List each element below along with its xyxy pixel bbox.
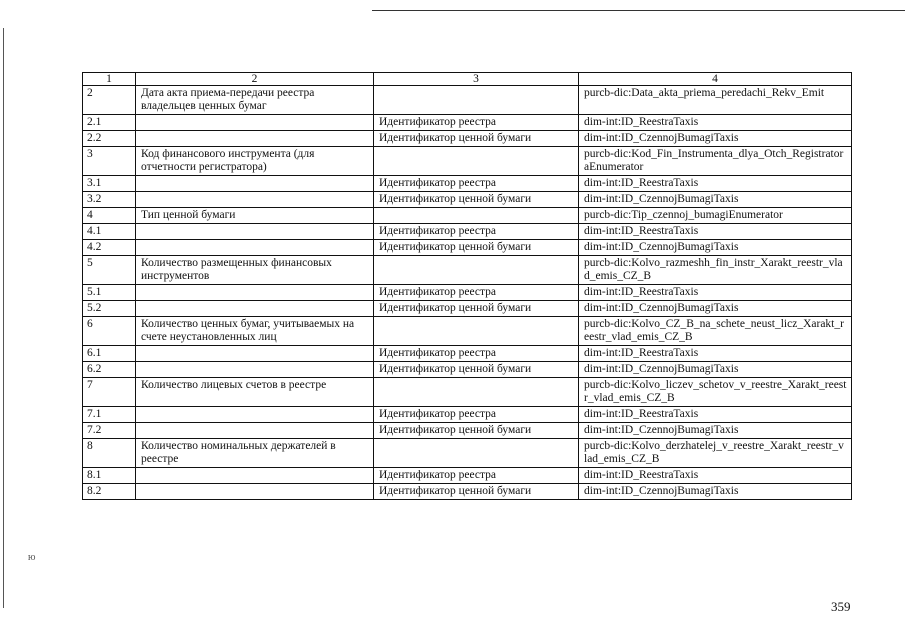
row-number-cell: 2 [83, 86, 136, 115]
dimension-cell: Идентификатор ценной бумаги [374, 423, 579, 439]
table-row [83, 346, 852, 362]
dimension-cell: Идентификатор реестра [374, 407, 579, 423]
table-row [83, 240, 852, 256]
table-body [83, 86, 852, 500]
description-cell [136, 285, 374, 301]
description-cell [136, 423, 374, 439]
header-cell-2: 2 [136, 73, 374, 86]
row-number-cell: 7.2 [83, 423, 136, 439]
identifier-cell: dim-int:ID_ReestraTaxis [579, 468, 852, 484]
dimension-cell [374, 439, 579, 468]
identifier-cell: dim-int:ID_CzennojBumagiTaxis [579, 362, 852, 378]
table-row [83, 484, 852, 500]
row-number-cell: 7 [83, 378, 136, 407]
taxonomy-table [82, 72, 852, 500]
dimension-cell: Идентификатор реестра [374, 115, 579, 131]
row-number-cell: 8.2 [83, 484, 136, 500]
dimension-cell: Идентификатор реестра [374, 468, 579, 484]
dimension-cell: Идентификатор ценной бумаги [374, 484, 579, 500]
identifier-cell: dim-int:ID_CzennojBumagiTaxis [579, 240, 852, 256]
description-cell [136, 131, 374, 147]
table-row [83, 285, 852, 301]
dimension-cell [374, 378, 579, 407]
identifier-cell: dim-int:ID_CzennojBumagiTaxis [579, 301, 852, 317]
scan-left-edge [3, 28, 4, 608]
dimension-cell: Идентификатор ценной бумаги [374, 240, 579, 256]
table-row [83, 224, 852, 240]
dimension-cell [374, 147, 579, 176]
table-row [83, 468, 852, 484]
description-cell: Код финансового инструмента (для отчетности регистратора) [136, 147, 374, 176]
row-number-cell: 2.2 [83, 131, 136, 147]
description-cell [136, 115, 374, 131]
row-number-cell: 6 [83, 317, 136, 346]
table-row [83, 131, 852, 147]
description-cell: Количество номинальных держателей в реестре [136, 439, 374, 468]
identifier-cell: dim-int:ID_CzennojBumagiTaxis [579, 484, 852, 500]
row-number-cell: 3.2 [83, 192, 136, 208]
dimension-cell: Идентификатор реестра [374, 346, 579, 362]
identifier-cell: purcb-dic:Kolvo_liczev_schetov_v_reestre_Xarakt_reestr_vlad_emis_CZ_B [579, 378, 852, 407]
table-row [83, 362, 852, 378]
identifier-cell: purcb-dic:Kolvo_CZ_B_na_schete_neust_licz_Xarakt_reestr_vlad_emis_CZ_B [579, 317, 852, 346]
description-cell [136, 407, 374, 423]
dimension-cell [374, 317, 579, 346]
table-row [83, 439, 852, 468]
dimension-cell [374, 86, 579, 115]
identifier-cell: dim-int:ID_ReestraTaxis [579, 285, 852, 301]
description-cell [136, 176, 374, 192]
identifier-cell: purcb-dic:Data_akta_priema_peredachi_Rekv_Emit [579, 86, 852, 115]
table-row [83, 147, 852, 176]
top-rule [372, 10, 905, 11]
identifier-cell: purcb-dic:Kolvo_razmeshh_fin_instr_Xarakt_reestr_vlad_emis_CZ_B [579, 256, 852, 285]
row-number-cell: 8 [83, 439, 136, 468]
table-row [83, 317, 852, 346]
row-number-cell: 7.1 [83, 407, 136, 423]
page-number: 359 [831, 599, 851, 614]
table-row [83, 115, 852, 131]
header-cell-3: 3 [374, 73, 579, 86]
identifier-cell: dim-int:ID_ReestraTaxis [579, 176, 852, 192]
description-cell [136, 484, 374, 500]
identifier-cell: dim-int:ID_ReestraTaxis [579, 115, 852, 131]
dimension-cell [374, 208, 579, 224]
description-cell: Количество размещенных финансовых инструментов [136, 256, 374, 285]
identifier-cell: dim-int:ID_ReestraTaxis [579, 224, 852, 240]
table-row [83, 301, 852, 317]
identifier-cell: purcb-dic:Kod_Fin_Instrumenta_dlya_Otch_RegistratoraEnumerator [579, 147, 852, 176]
dimension-cell: Идентификатор реестра [374, 224, 579, 240]
dimension-cell: Идентификатор ценной бумаги [374, 192, 579, 208]
identifier-cell: dim-int:ID_ReestraTaxis [579, 407, 852, 423]
identifier-cell: purcb-dic:Kolvo_derzhatelej_v_reestre_Xarakt_reestr_vlad_emis_CZ_B [579, 439, 852, 468]
description-cell [136, 224, 374, 240]
table-row [83, 256, 852, 285]
header-cell-4: 4 [579, 73, 852, 86]
description-cell: Тип ценной бумаги [136, 208, 374, 224]
description-cell [136, 468, 374, 484]
row-number-cell: 5.1 [83, 285, 136, 301]
identifier-cell: dim-int:ID_CzennojBumagiTaxis [579, 131, 852, 147]
description-cell [136, 192, 374, 208]
dimension-cell: Идентификатор ценной бумаги [374, 362, 579, 378]
table-row [83, 378, 852, 407]
table-row [83, 208, 852, 224]
description-cell: Дата акта приема-передачи реестра владельцев ценных бумаг [136, 86, 374, 115]
description-cell [136, 346, 374, 362]
row-number-cell: 3.1 [83, 176, 136, 192]
row-number-cell: 2.1 [83, 115, 136, 131]
row-number-cell: 6.2 [83, 362, 136, 378]
table-row [83, 86, 852, 115]
description-cell [136, 301, 374, 317]
identifier-cell: purcb-dic:Tip_czennoj_bumagiEnumerator [579, 208, 852, 224]
dimension-cell: Идентификатор реестра [374, 285, 579, 301]
row-number-cell: 4 [83, 208, 136, 224]
row-number-cell: 4.2 [83, 240, 136, 256]
dimension-cell: Идентификатор ценной бумаги [374, 131, 579, 147]
dimension-cell [374, 256, 579, 285]
description-cell: Количество лицевых счетов в реестре [136, 378, 374, 407]
dimension-cell: Идентификатор реестра [374, 176, 579, 192]
row-number-cell: 8.1 [83, 468, 136, 484]
table-row [83, 192, 852, 208]
identifier-cell: dim-int:ID_CzennojBumagiTaxis [579, 192, 852, 208]
table-row [83, 407, 852, 423]
table-row [83, 176, 852, 192]
dimension-cell: Идентификатор ценной бумаги [374, 301, 579, 317]
description-cell: Количество ценных бумаг, учитываемых на счете неустановленных лиц [136, 317, 374, 346]
identifier-cell: dim-int:ID_ReestraTaxis [579, 346, 852, 362]
row-number-cell: 5.2 [83, 301, 136, 317]
row-number-cell: 3 [83, 147, 136, 176]
row-number-cell: 4.1 [83, 224, 136, 240]
description-cell [136, 240, 374, 256]
header-cell-1: 1 [83, 73, 136, 86]
row-number-cell: 6.1 [83, 346, 136, 362]
description-cell [136, 362, 374, 378]
header-row [83, 73, 852, 86]
table-row [83, 423, 852, 439]
identifier-cell: dim-int:ID_CzennojBumagiTaxis [579, 423, 852, 439]
margin-mark: ю [28, 552, 36, 563]
row-number-cell: 5 [83, 256, 136, 285]
